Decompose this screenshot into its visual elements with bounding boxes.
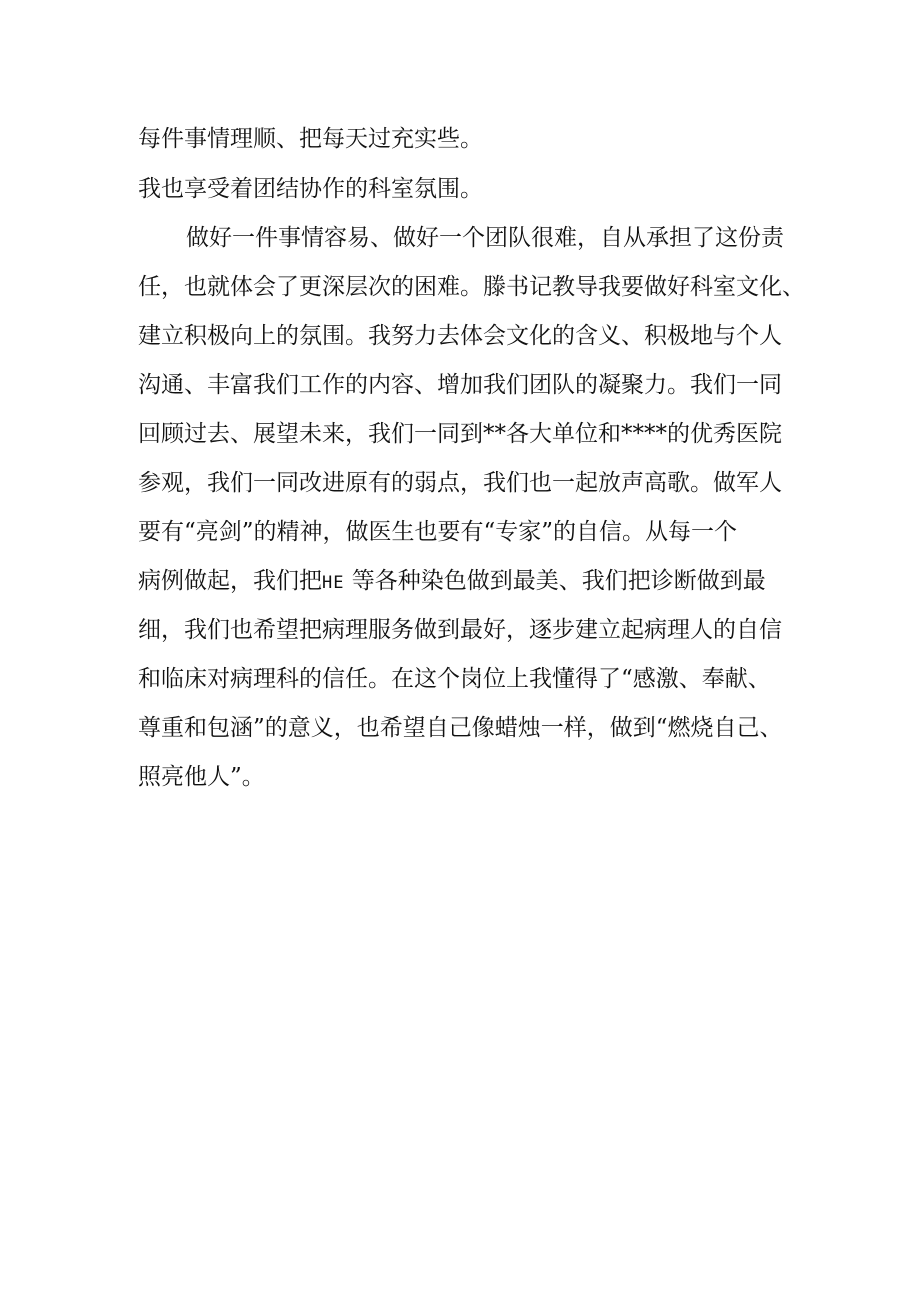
text-line: 建立积极向上的氛围。我努力去体会文化的含义、积极地与个人 [138, 323, 782, 349]
text-segment: 病例做起，我们把 [138, 568, 322, 594]
text-line [138, 557, 818, 606]
text-line: 细，我们也希望把病理服务做到最好，逐步建立起病理人的自信 [138, 617, 782, 643]
text-line: 每件事情理顺、把每天过充实些。 [138, 126, 483, 152]
stain-code: HE [322, 573, 345, 593]
text-line: 和临床对病理科的信任。在这个岗位上我懂得了“感激、奉献、 [138, 666, 771, 692]
paragraph-first-line: 做好一件事情容易、做好一个团队很难，自从承担了这份责 [186, 225, 784, 251]
text-line: 照亮他人”。 [138, 764, 265, 790]
text-line: 参观，我们一同改进原有的弱点，我们也一起放声高歌。做军人 [138, 470, 782, 496]
text-line: 回顾过去、展望未来，我们一同到**各大单位和****的优秀医院 [138, 421, 782, 447]
text-line: 尊重和包涵”的意义，也希望自己像蜡烛一样，做到“燃烧自己、 [138, 715, 783, 741]
text-line: 沟通、丰富我们工作的内容、增加我们团队的凝聚力。我们一同 [138, 372, 782, 398]
text-segment: 等各种染色做到最美、我们把诊断做到最 [351, 568, 766, 594]
body-text [138, 114, 818, 802]
text-line: 任，也就体会了更深层次的困难。滕书记教导我要做好科室文化、 [138, 274, 805, 300]
text-line: 我也享受着团结协作的科室氛围。 [138, 176, 483, 202]
text-line: 要有“亮剑”的精神，做医生也要有“专家”的自信。从每一个 [138, 519, 738, 545]
